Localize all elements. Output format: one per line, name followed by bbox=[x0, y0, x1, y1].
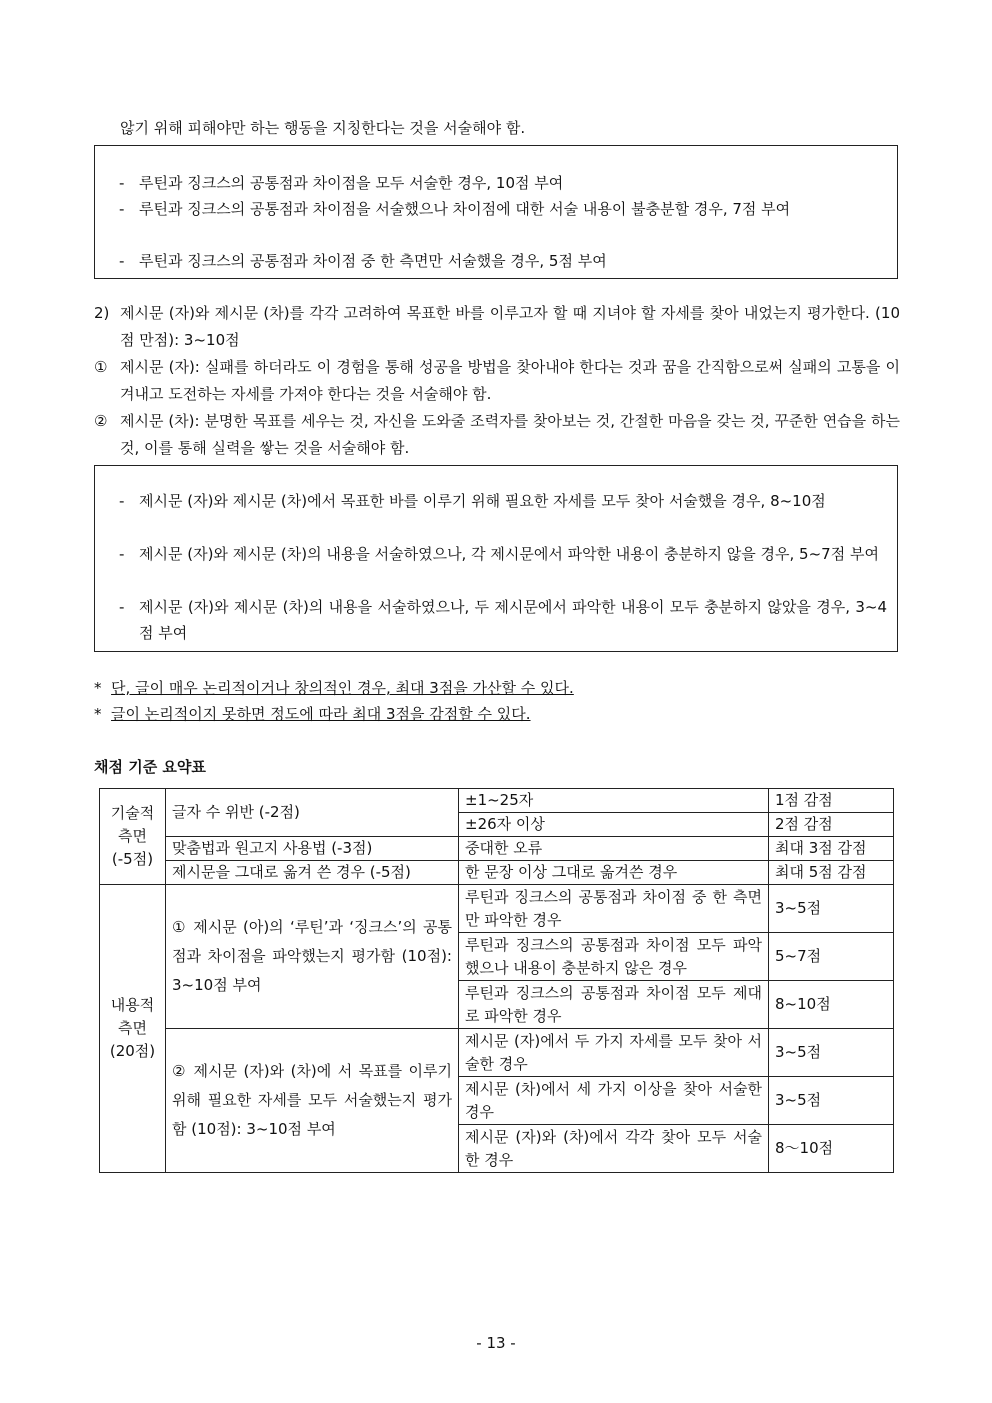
category-technical: 기술적 측면 (-5점) bbox=[100, 789, 166, 885]
score-cell: 최대 5점 감점 bbox=[769, 861, 894, 885]
score-cell: 3~5점 bbox=[769, 885, 894, 933]
score-cell: 최대 3점 감점 bbox=[769, 837, 894, 861]
section2-item-2 bbox=[94, 408, 900, 462]
condition-cell: 중대한 오류 bbox=[459, 837, 769, 861]
box1-item-text: 루틴과 징크스의 공통점과 차이점을 서술했으나 차이점에 대한 서술 내용이 불충분할 경우, 7점 부여 bbox=[139, 200, 791, 218]
condition-cell: 한 문장 이상 그대로 옮겨쓴 경우 bbox=[459, 861, 769, 885]
box2-item-text: 제시문 (자)와 제시문 (차)의 내용을 서술하였으나, 각 제시문에서 파악한 내용이 충분하지 않을 경우, 5~7점 부여 bbox=[139, 545, 879, 563]
condition-cell: 제시문 (차)에서 세 가지 이상을 찾아 서술한 경우 bbox=[459, 1077, 769, 1125]
criterion-copying: 제시문을 그대로 옮겨 쓴 경우 (-5점) bbox=[166, 861, 459, 885]
box1-item-text: 루틴과 징크스의 공통점과 차이점 중 한 측면만 서술했을 경우, 5점 부여 bbox=[139, 252, 607, 270]
note-text: 글이 논리적이지 못하면 정도에 따라 최대 3점을 감점할 수 있다. bbox=[111, 705, 531, 723]
criterion-length: 글자 수 위반 (-2점) bbox=[166, 789, 459, 837]
continuation-line: 않기 위해 피해야만 하는 행동을 지칭한다는 것을 서술해야 함. bbox=[120, 119, 526, 137]
section2-intro-text: 제시문 (자)와 제시문 (차)를 각각 고려하여 목표한 바를 이루고자 할 때 지녀야 할 자세를 찾아 내었는지 평가한다. (10점 만점): 3~10점 bbox=[120, 304, 900, 349]
asterisk-marker: * bbox=[94, 705, 102, 723]
score-cell: 5~7점 bbox=[769, 933, 894, 981]
condition-cell: 제시문 (자)에서 두 가지 자세를 모두 찾아 서술한 경우 bbox=[459, 1029, 769, 1077]
dash-marker: - bbox=[119, 545, 125, 563]
condition-cell: 제시문 (자)와 (차)에서 각각 찾아 모두 서술한 경우 bbox=[459, 1125, 769, 1173]
section-number: 2) bbox=[94, 304, 110, 322]
scoring-box-1 bbox=[94, 145, 898, 279]
box1-item-3 bbox=[119, 248, 887, 274]
score-cell: 8～10점 bbox=[769, 1125, 894, 1173]
criterion-spelling: 맞춤법과 원고지 사용법 (-3점) bbox=[166, 837, 459, 861]
note-bonus bbox=[94, 676, 574, 700]
score-cell: 2점 감점 bbox=[769, 813, 894, 837]
box2-item-text: 제시문 (자)와 제시문 (차)의 내용을 서술하였으나, 두 제시문에서 파악한 내용이 모두 충분하지 않았을 경우, 3~4점 부여 bbox=[139, 598, 887, 642]
condition-cell: ±1~25자 bbox=[459, 789, 769, 813]
score-cell: 3~5점 bbox=[769, 1029, 894, 1077]
dash-marker: - bbox=[119, 492, 125, 510]
condition-cell: 루틴과 징크스의 공통점과 차이점 중 한 측면만 파악한 경우 bbox=[459, 885, 769, 933]
dash-marker: - bbox=[119, 598, 125, 616]
category-content: 내용적 측면 (20점) bbox=[100, 885, 166, 1173]
condition-cell: 루틴과 징크스의 공통점과 차이점 모두 제대로 파악한 경우 bbox=[459, 981, 769, 1029]
summary-heading: 채점 기준 요약표 bbox=[94, 758, 206, 776]
section2-item-1 bbox=[94, 354, 900, 408]
note-penalty bbox=[94, 702, 531, 726]
circled-number: ① bbox=[94, 358, 108, 376]
section2-item1-text: 제시문 (자): 실패를 하더라도 이 경험을 통해 성공을 방법을 찾아내야 한다는 것과 꿈을 간직함으로써 실패의 고통을 이겨내고 도전하는 자세를 가져야 한다는 것을 서술해야 함. bbox=[120, 358, 900, 403]
box2-item-2 bbox=[119, 541, 887, 567]
box2-item-3 bbox=[119, 594, 887, 646]
box2-item-1 bbox=[119, 488, 887, 514]
box2-item-text: 제시문 (자)와 제시문 (차)에서 목표한 바를 이루기 위해 필요한 자세를 모두 찾아 서술했을 경우, 8~10점 bbox=[139, 492, 826, 510]
dash-marker: - bbox=[119, 200, 125, 218]
scoring-summary-table bbox=[99, 788, 894, 1173]
score-cell: 1점 감점 bbox=[769, 789, 894, 813]
dash-marker: - bbox=[119, 174, 125, 192]
asterisk-marker: * bbox=[94, 679, 102, 697]
score-cell: 3~5점 bbox=[769, 1077, 894, 1125]
box1-item-2 bbox=[119, 196, 887, 222]
score-cell: 8~10점 bbox=[769, 981, 894, 1029]
section2-item2-text: 제시문 (차): 분명한 목표를 세우는 것, 자신을 도와줄 조력자를 찾아보는 것, 간절한 마음을 갖는 것, 꾸준한 연습을 하는 것, 이를 통해 실력을 쌓는 것을 서술해야 함. bbox=[120, 412, 900, 457]
criterion-goal-attitude: ② 제시문 (자)와 (차)에 서 목표를 이루기 위해 필요한 자세를 모두 서술했는지 평가함 (10점): 3~10점 부여 bbox=[166, 1029, 459, 1173]
criterion-routine-jinx: ① 제시문 (아)의 ‘루틴’과 ‘징크스’의 공통점과 차이점을 파악했는지 평가함 (10점): 3~10점 부여 bbox=[166, 885, 459, 1029]
condition-cell: ±26자 이상 bbox=[459, 813, 769, 837]
box1-item-text: 루틴과 징크스의 공통점과 차이점을 모두 서술한 경우, 10점 부여 bbox=[139, 174, 564, 192]
section2-intro bbox=[94, 300, 900, 354]
condition-cell: 루틴과 징크스의 공통점과 차이점 모두 파악했으나 내용이 충분하지 않은 경우 bbox=[459, 933, 769, 981]
note-text: 단, 글이 매우 논리적이거나 창의적인 경우, 최대 3점을 가산할 수 있다. bbox=[111, 679, 574, 697]
box1-item-1 bbox=[119, 170, 887, 196]
circled-number: ② bbox=[94, 412, 108, 430]
page-number: - 13 - bbox=[476, 1334, 516, 1352]
dash-marker: - bbox=[119, 252, 125, 270]
scoring-box-2 bbox=[94, 465, 898, 652]
